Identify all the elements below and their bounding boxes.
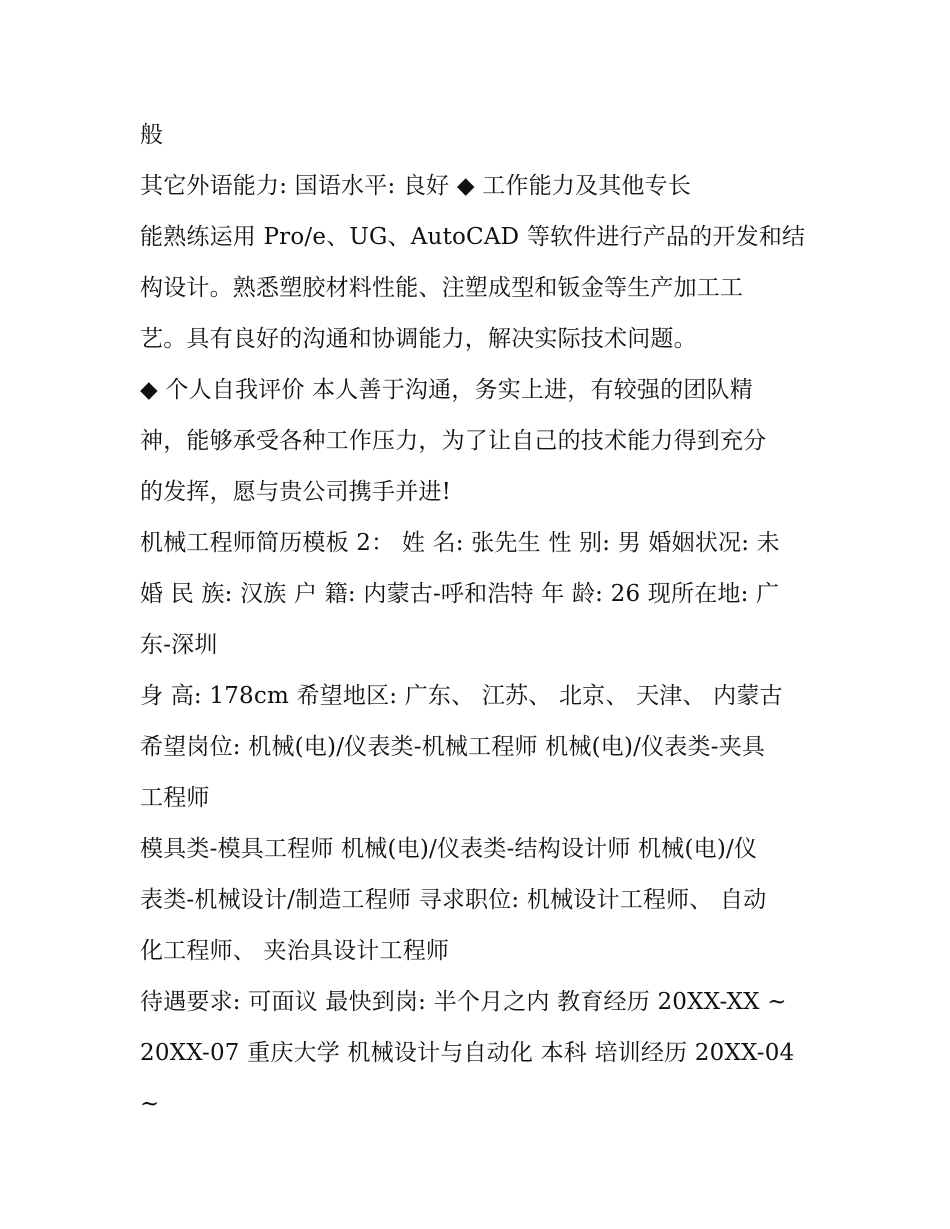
text-line: ◆ 个人自我评价 本人善于沟通，务实上进，有较强的团队精 [140, 377, 753, 403]
text-line: 工程师 [140, 785, 210, 811]
text-line: 待遇要求: 可面议 最快到岗: 半个月之内 教育经历 20XX-XX ~ [140, 989, 787, 1015]
text-line: ~ [140, 1091, 160, 1117]
text-line: 模具类-模具工程师 机械(电)/仪表类-结构设计师 机械(电)/仪 [140, 836, 758, 862]
text-line: 般 [140, 122, 164, 148]
text-line: 希望岗位: 机械(电)/仪表类-机械工程师 机械(电)/仪表类-夹具 [140, 734, 766, 760]
text-line: 20XX-07 重庆大学 机械设计与自动化 本科 培训经历 20XX-04 [140, 1040, 795, 1066]
text-line: 化工程师、 夹治具设计工程师 [140, 938, 450, 964]
text-line: 表类-机械设计/制造工程师 寻求职位: 机械设计工程师、 自动 [140, 887, 767, 913]
text-line: 东-深圳 [140, 632, 218, 658]
text-line: 其它外语能力: 国语水平: 良好 ◆ 工作能力及其他专长 [140, 173, 692, 199]
text-line: 身 高: 178cm 希望地区: 广东、 江苏、 北京、 天津、 内蒙古 [140, 683, 783, 709]
text-line: 艺。具有良好的沟通和协调能力，解决实际技术问题。 [140, 326, 697, 352]
resume-text-block [140, 110, 820, 1130]
text-line: 构设计。熟悉塑胶材料性能、注塑成型和钣金等生产加工工 [140, 275, 744, 301]
text-line: 机械工程师简历模板 2： 姓 名: 张先生 性 别: 男 婚姻状况: 未 [140, 530, 780, 556]
text-line: 神，能够承受各种工作压力，为了让自己的技术能力得到充分 [140, 428, 767, 454]
text-line: 能熟练运用 Pro/e、UG、AutoCAD 等软件进行产品的开发和结 [140, 224, 806, 250]
text-line: 的发挥，愿与贵公司携手并进! [140, 479, 452, 505]
text-line: 婚 民 族: 汉族 户 籍: 内蒙古-呼和浩特 年 龄: 26 现所在地: 广 [140, 581, 780, 607]
